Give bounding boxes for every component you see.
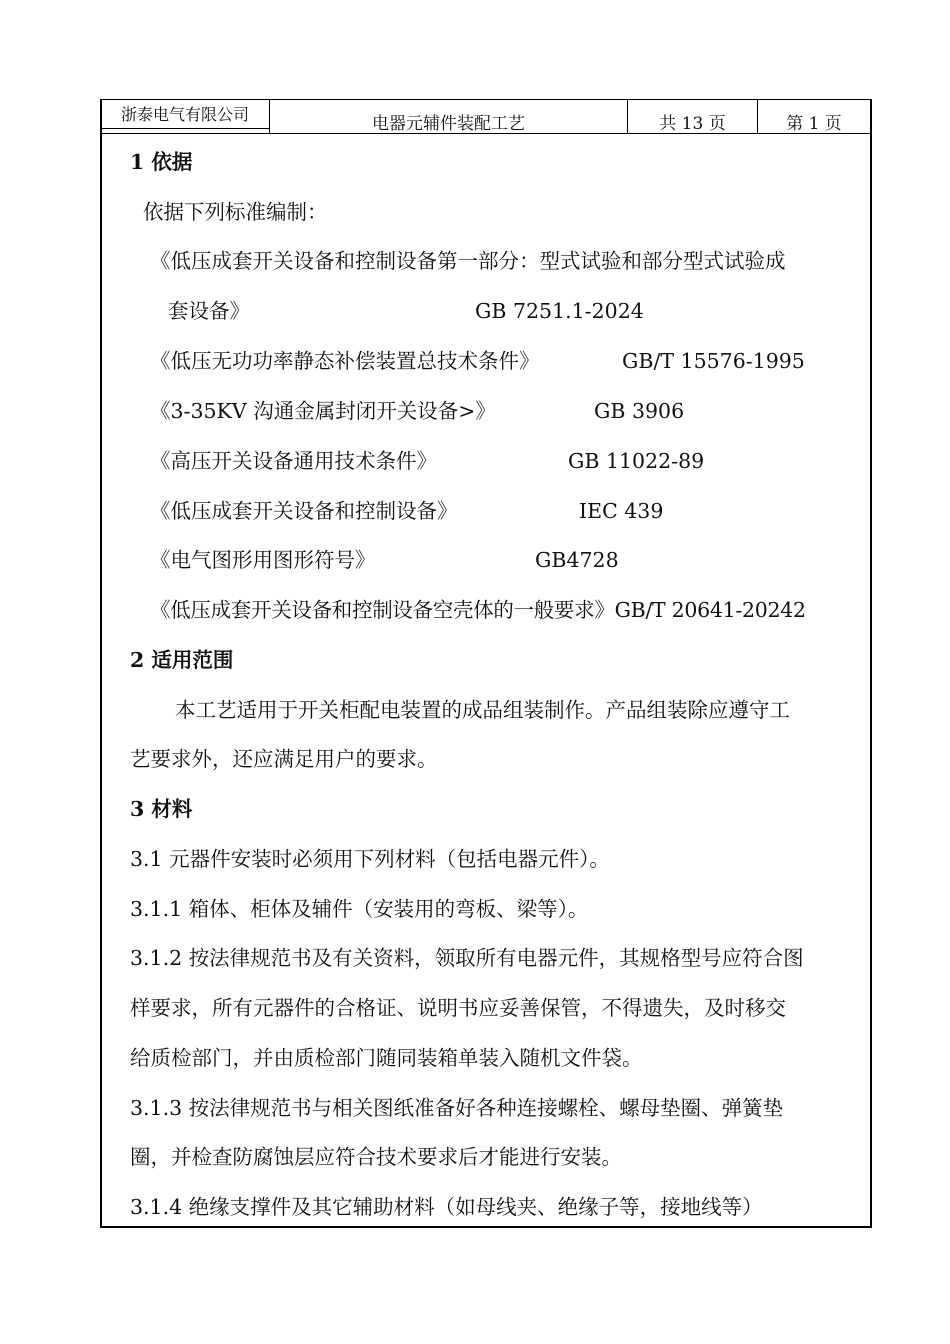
clause-3-1-2-line-2: 样要求，所有元器件的合格证、说明书应妥善保管，不得遗失，及时移交 (130, 996, 786, 1020)
standard-3-code: GB 3906 (594, 399, 685, 423)
document-header (100, 99, 872, 134)
clause-3-1-2-line-3: 给质检部门，并由质检部门随同装箱单装入随机文件袋。 (130, 1046, 643, 1070)
clause-3-1-2-line-1: 3.1.2 按法律规范书及有关资料，领取所有电器元件，其规格型号应符合图 (130, 946, 804, 970)
standard-5-code: IEC 439 (579, 499, 664, 523)
clause-3-1-1: 3.1.1 箱体、柜体及辅件（安装用的弯板、梁等）。 (130, 897, 589, 921)
standard-1-line-2: 套设备》 (168, 299, 250, 323)
header-company-cell (100, 100, 270, 134)
standard-3-name: 《3-35KV 沟通金属封闭开关设备>》 (150, 399, 496, 423)
header-total-pages-cell (628, 100, 758, 134)
section-2-paragraph-line-2: 艺要求外，还应满足用户的要求。 (130, 747, 438, 771)
standard-2-name: 《低压无功功率静态补偿装置总技术条件》 (150, 349, 540, 373)
total-pages: 共 13 页 (659, 114, 726, 134)
standard-6-code: GB4728 (535, 548, 619, 572)
clause-3-1: 3.1 元器件安装时必须用下列材料（包括电器元件）。 (130, 847, 610, 871)
header-title-cell (270, 100, 628, 134)
header-page-cell (758, 100, 870, 134)
document-title: 电器元辅件装配工艺 (372, 114, 525, 134)
section-1-heading: 1 依据 (130, 150, 193, 174)
standard-4-name: 《高压开关设备通用技术条件》 (150, 449, 437, 473)
page-number: 第 1 页 (786, 114, 842, 134)
section-2-paragraph-line-1: 本工艺适用于开关柜配电装置的成品组装制作。产品组装除应遵守工 (175, 698, 790, 722)
standard-5-name: 《低压成套开关设备和控制设备》 (150, 499, 458, 523)
standard-4-code: GB 11022-89 (568, 449, 705, 473)
standard-1-code: GB 7251.1-2024 (475, 299, 644, 323)
standard-2-code: GB/T 15576-1995 (622, 349, 805, 373)
company-name: 浙泰电气有限公司 (100, 100, 270, 129)
standard-6-name: 《电气图形用图形符号》 (150, 548, 376, 572)
section-3-heading: 3 材料 (130, 797, 193, 821)
clause-3-1-3-line-2: 圈，并检查防腐蚀层应符合技术要求后才能进行安装。 (130, 1145, 622, 1169)
section-1-intro: 依据下列标准编制： (143, 200, 328, 224)
standard-7: 《低压成套开关设备和控制设备空壳体的一般要求》GB/T 20641-20242 (150, 598, 806, 622)
standard-1-line-1: 《低压成套开关设备和控制设备第一部分：型式试验和部分型式试验成 (150, 249, 786, 273)
clause-3-1-3-line-1: 3.1.3 按法律规范书与相关图纸准备好各种连接螺栓、螺母垫圈、弹簧垫 (130, 1096, 784, 1120)
clause-3-1-4: 3.1.4 绝缘支撑件及其它辅助材料（如母线夹、绝缘子等，接地线等） (130, 1195, 763, 1219)
section-2-heading: 2 适用范围 (130, 648, 234, 672)
